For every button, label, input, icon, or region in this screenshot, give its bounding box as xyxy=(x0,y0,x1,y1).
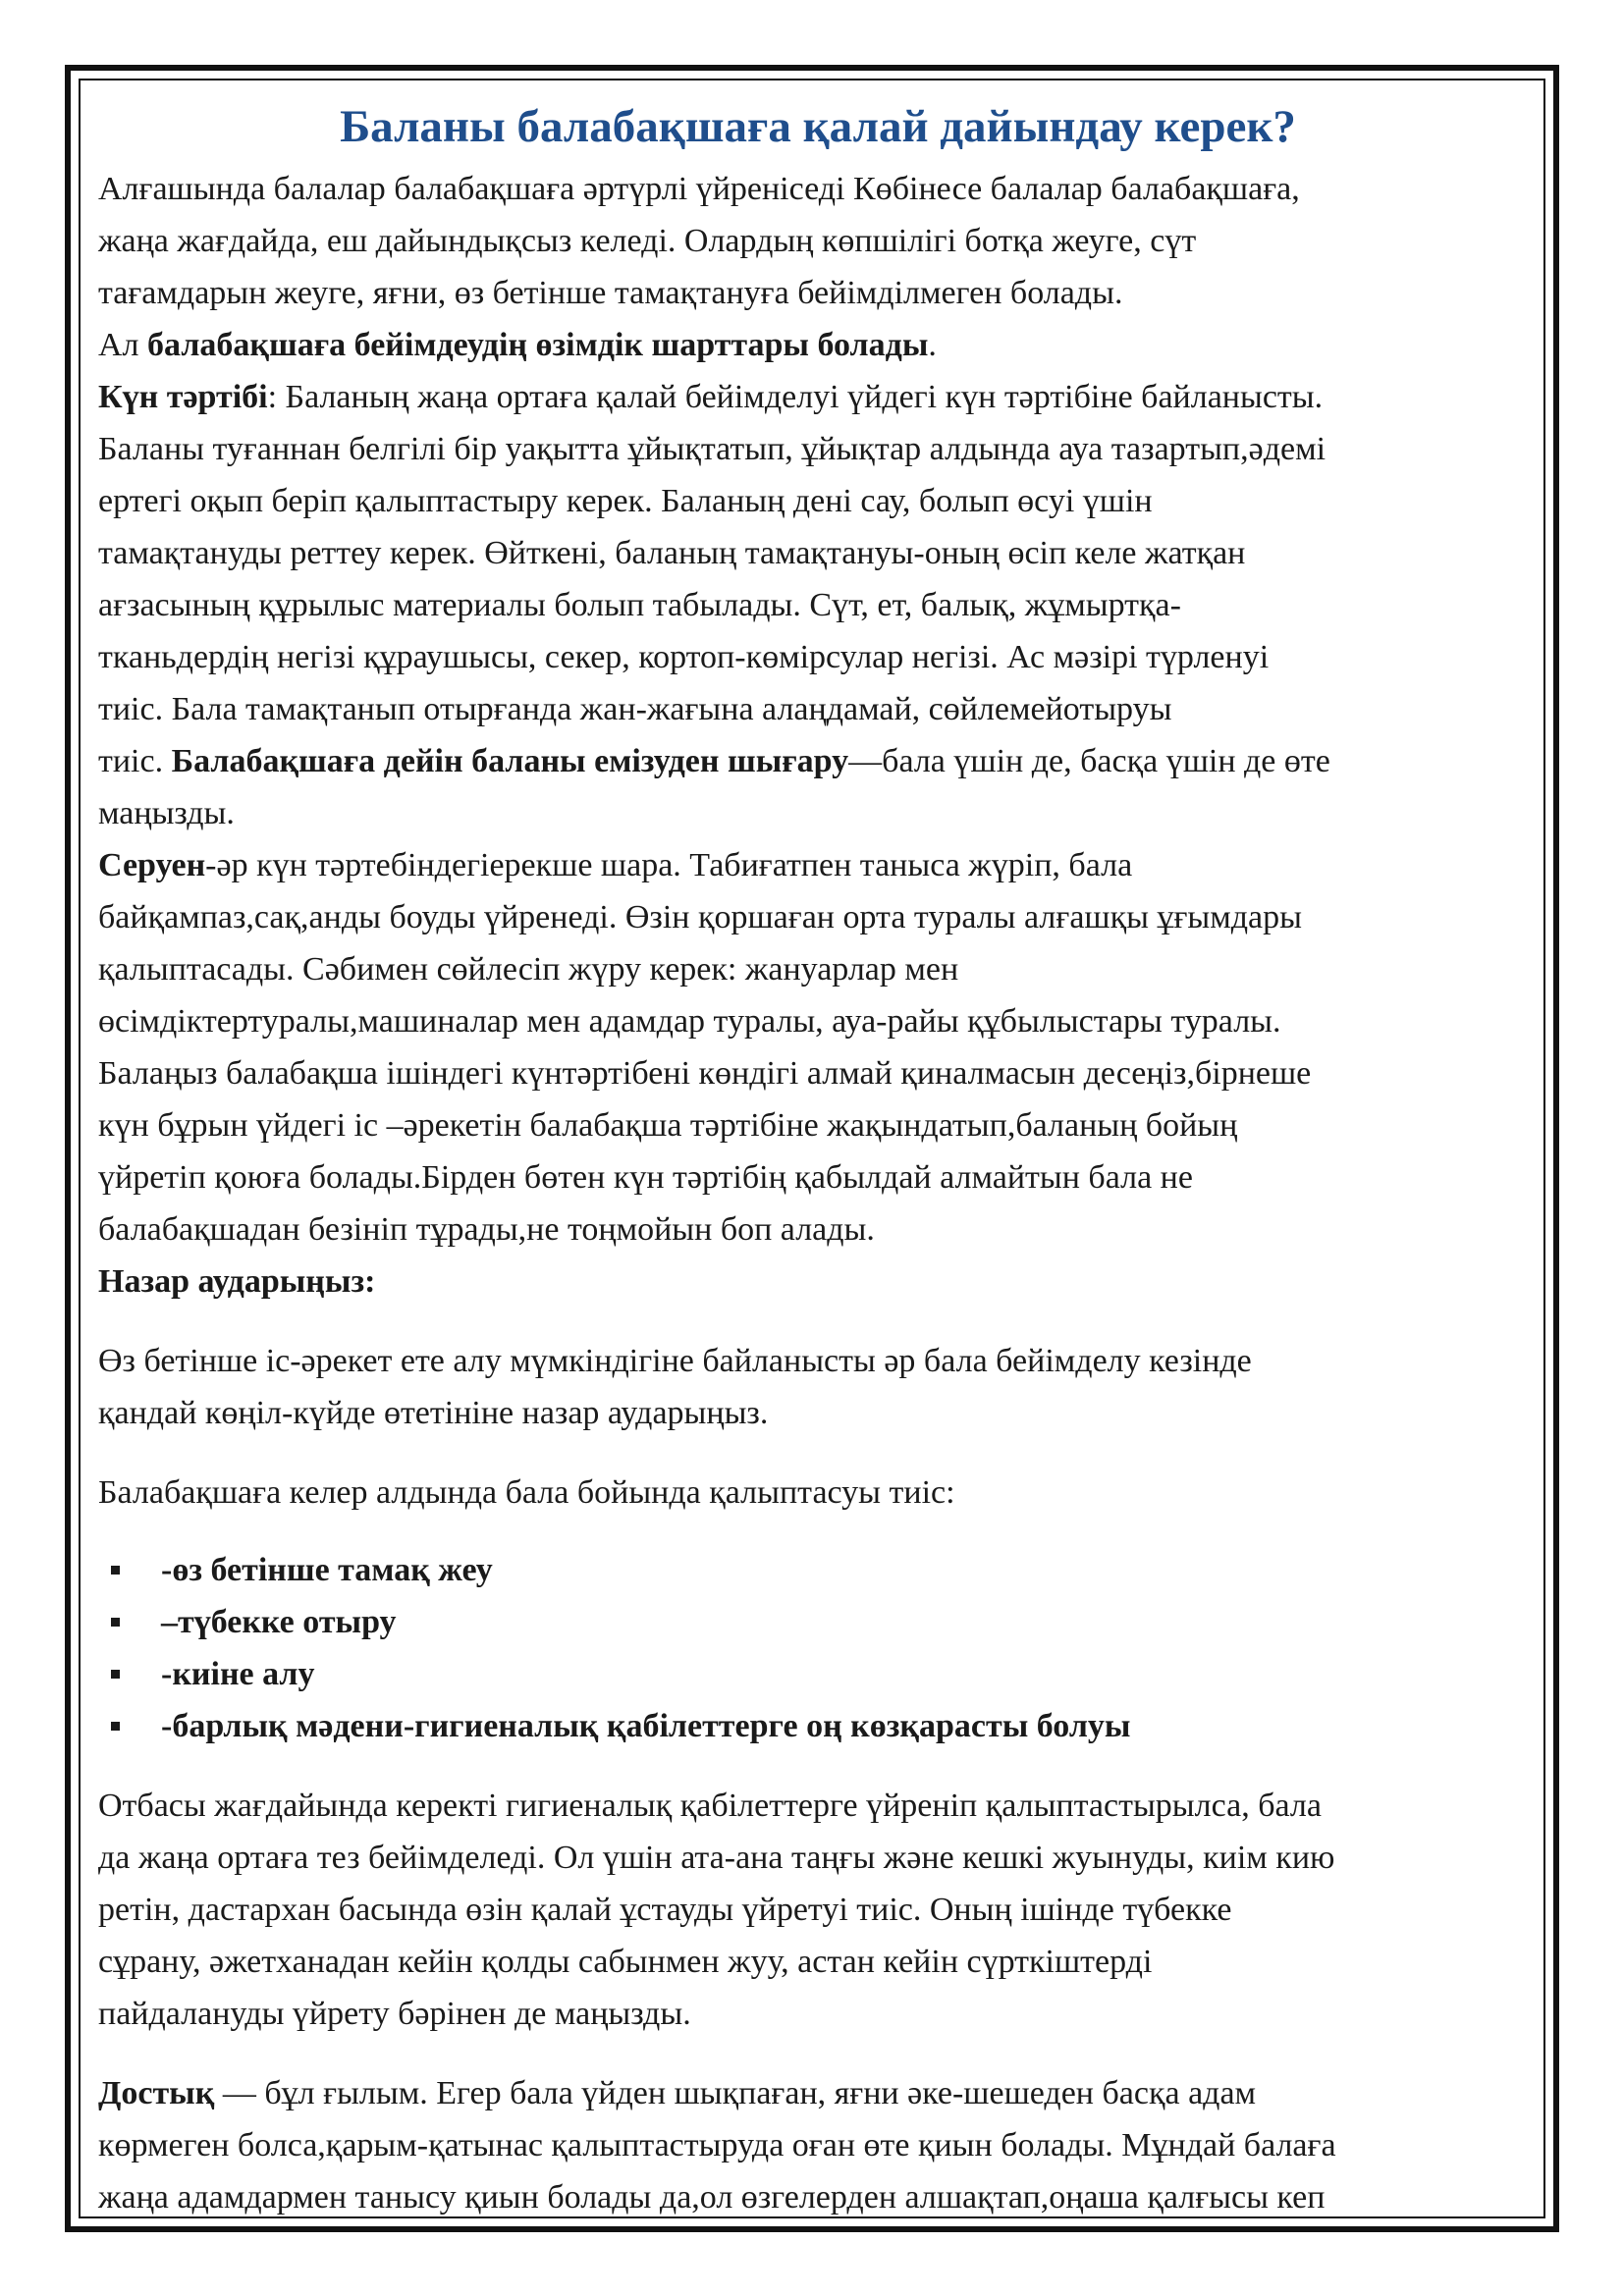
page-title: Баланы балабақшаға қалай дайындау керек? xyxy=(340,101,1296,152)
bullet-square-icon xyxy=(111,1722,120,1731)
text-segment: . xyxy=(928,327,937,363)
text-line: күн бұрын үйдегі іс –әрекетін балабақша тәртібіне жақындатып,баланың бойың xyxy=(98,1107,1238,1144)
text-segment: — бұл ғылым. Егер бала үйден шықпаған, яғни әке-шешеден басқа адам xyxy=(214,2075,1257,2111)
bold-phrase: балабақшаға бейімдеудің өзімдік шарттары болады xyxy=(147,327,929,363)
document-body xyxy=(98,90,1538,2223)
intro-paragraph xyxy=(98,163,1538,319)
skills-list xyxy=(98,1544,1538,1752)
text-line: ертегі оқып беріп қалыптастыру керек. Баланың дені сау, болып өсуі үшін xyxy=(98,483,1153,519)
text-segment: Ал xyxy=(98,327,148,363)
text-line: тамақтануды реттеу керек. Өйткені, баланың тамақтануы-оның өсіп келе жатқан xyxy=(98,535,1246,571)
list-item xyxy=(98,1700,1538,1752)
independence-paragraph xyxy=(98,1335,1538,1439)
bold-phrase: Назар аударыңыз: xyxy=(98,1263,376,1300)
text-line: балабақшадан безініп тұрады,не тоңмойын боп алады. xyxy=(98,1211,875,1248)
text-line: байқампаз,сақ,анды боуды үйренеді. Өзін қоршаған орта туралы алғашқы ұғымдары xyxy=(98,899,1302,935)
text-line: Баланы туғаннан белгілі бір уақытта ұйықтатып, ұйықтар алдында ауа тазартып,әдемі xyxy=(98,431,1326,467)
text-segment: тиіс. xyxy=(98,743,172,779)
list-item-label: -киіне алу xyxy=(161,1656,315,1692)
list-item xyxy=(98,1648,1538,1700)
family-hygiene-paragraph xyxy=(98,1780,1538,2040)
list-item-label: -барлық мәдени-гигиеналық қабілеттерге оң көзқарасты болуы xyxy=(161,1708,1131,1744)
list-item xyxy=(98,1544,1538,1596)
text-segment: —бала үшін де, басқа үшін де өте xyxy=(848,743,1330,779)
bullet-square-icon xyxy=(111,1670,120,1679)
text-line xyxy=(98,735,1538,787)
text-line xyxy=(98,839,1538,891)
text-line xyxy=(98,371,1538,423)
section-heading: Күн тәртібі xyxy=(98,379,268,415)
friendship-paragraph xyxy=(98,2067,1538,2223)
text-line: өсімдіктертуралы,машиналар мен адамдар туралы, ауа-райы құбылыстары туралы. xyxy=(98,1003,1281,1040)
text-line: пайдалануды үйрету бәрінен де маңызды. xyxy=(98,1996,691,2032)
text-line: Өз бетінше іс-әрекет ете алу мүмкіндігіне байланысты әр бала бейімделу кезінде xyxy=(98,1343,1252,1379)
text-line: қандай көңіл-күйде өтетініне назар аударыңыз. xyxy=(98,1395,769,1431)
text-segment: -әр күн тәртебіндегіерекше шара. Табиғатпен таныса жүріп, бала xyxy=(205,847,1133,883)
text-line: да жаңа ортаға тез бейімделеді. Ол үшін ата-ана таңғы және кешкі жуынуды, киім кию xyxy=(98,1840,1335,1876)
bullet-square-icon xyxy=(111,1618,120,1627)
text-line: Балаңыз балабақша ішіндегі күнтәртібені көндігі алмай қиналмасын десеңіз,бірнеше xyxy=(98,1055,1312,1092)
list-item-label: –түбекке отыру xyxy=(161,1604,397,1640)
list-item-label: -өз бетінше тамақ жеу xyxy=(161,1552,493,1588)
adaptation-conditions-line xyxy=(98,319,1538,371)
text-line: Отбасы жағдайында керекті гигиеналық қабілеттерге үйреніп қалыптастырылса, бала xyxy=(98,1788,1322,1824)
text-segment: : Баланың жаңа ортаға қалай бейімделуі үйдегі күн тәртібіне байланысты. xyxy=(267,379,1324,415)
section-heading: Серуен xyxy=(98,847,206,883)
text-line: жаңа адамдармен танысу қиын болады да,ол өзгелерден алшақтап,оңаша қалғысы кеп xyxy=(98,2179,1326,2216)
section-heading: Достық xyxy=(98,2075,215,2111)
text-line: маңызды. xyxy=(98,795,235,831)
text-line: Алғашында балалар балабақшаға әртүрлі үйреніседі Көбінесе балалар балабақшаға, xyxy=(98,171,1300,207)
bullet-square-icon xyxy=(111,1566,120,1575)
text-line: қалыптасады. Сәбимен сөйлесіп жүру керек: жануарлар мен xyxy=(98,951,959,988)
attention-heading xyxy=(98,1255,1538,1308)
daily-routine-section xyxy=(98,371,1538,839)
text-line: тиіс. Бала тамақтанып отырғанда жан-жағына алаңдамай, сөйлемейотыруы xyxy=(98,691,1172,727)
skills-intro-line: Балабақшаға келер алдында бала бойында қалыптасуы тиіс: xyxy=(98,1474,955,1511)
walk-section xyxy=(98,839,1538,1255)
text-line xyxy=(98,2067,1538,2119)
text-line: ретін, дастархан басында өзін қалай ұстауды үйретуі тиіс. Оның ішінде түбекке xyxy=(98,1892,1232,1928)
text-line: тканьдердің негізі құраушысы, секер, кортоп-көмірсулар негізі. Ас мәзірі түрленуі xyxy=(98,639,1270,675)
bold-phrase: Балабақшаға дейін баланы емізуден шығару xyxy=(171,743,849,779)
text-line: жаңа жағдайда, еш дайындықсыз келеді. Олардың көпшілігі ботқа жеуге, сүт xyxy=(98,223,1197,259)
text-line: ағзасының құрылыс материалы болып табылады. Сүт, ет, балық, жұмыртқа- xyxy=(98,587,1181,623)
text-line: көрмеген болса,қарым-қатынас қалыптастыруда оған өте қиын болады. Мұндай балаға xyxy=(98,2127,1336,2163)
list-item xyxy=(98,1596,1538,1648)
text-line: тағамдарын жеуге, яғни, өз бетінше тамақтануға бейімділмеген болады. xyxy=(98,275,1123,311)
text-line: сұрану, әжетханадан кейін қолды сабынмен жуу, астан кейін сүрткіштерді xyxy=(98,1944,1153,1980)
text-line: үйретіп қоюға болады.Бірден бөтен күн тәртібің қабылдай алмайтын бала не xyxy=(98,1159,1193,1196)
